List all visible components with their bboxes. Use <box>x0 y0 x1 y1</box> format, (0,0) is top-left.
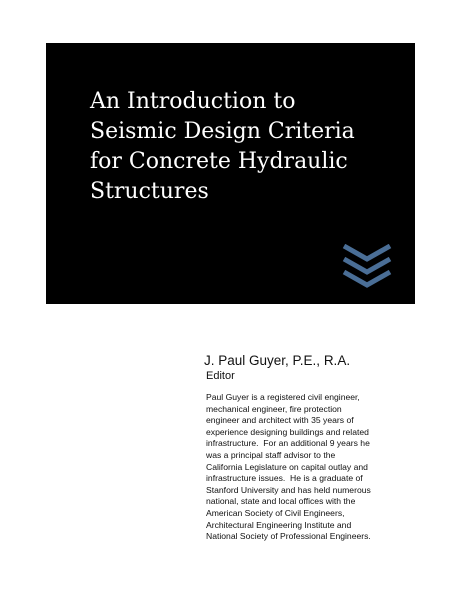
bio-line: National Society of Professional Engineers. <box>206 531 371 542</box>
author-role: Editor <box>206 370 235 382</box>
bio-line: Architectural Engineering Institute and <box>206 519 352 530</box>
bio-line: California Legislature on capital outlay and <box>206 461 368 472</box>
author-block <box>204 353 444 383</box>
bio-line: Stanford University and has held numerous <box>206 484 371 495</box>
bio-line: engineer and architect with 35 years of <box>206 415 354 426</box>
bio-line: experience designing buildings and related <box>206 426 369 437</box>
bio-line: was a principal staff advisor to the <box>206 449 336 460</box>
bio-line: American Society of Civil Engineers, <box>206 507 345 518</box>
bio-line: mechanical engineer, fire protection <box>206 403 342 414</box>
bio-line: infrastructure issues. He is a graduate of <box>206 473 363 484</box>
bio-line: national, state and local offices with the <box>206 496 356 507</box>
bio-line: Paul Guyer is a registered civil engineer, <box>206 392 360 402</box>
bio-line: infrastructure. For an additional 9 years he <box>206 438 370 449</box>
triple-chevron-down-icon <box>342 244 392 288</box>
author-name: J. Paul Guyer, P.E., R.A. <box>204 353 351 368</box>
author-bio <box>206 392 446 543</box>
title-panel <box>46 43 415 304</box>
book-title: An Introduction to Seismic Design Criteria for Concrete Hydraulic Structures <box>90 89 355 204</box>
